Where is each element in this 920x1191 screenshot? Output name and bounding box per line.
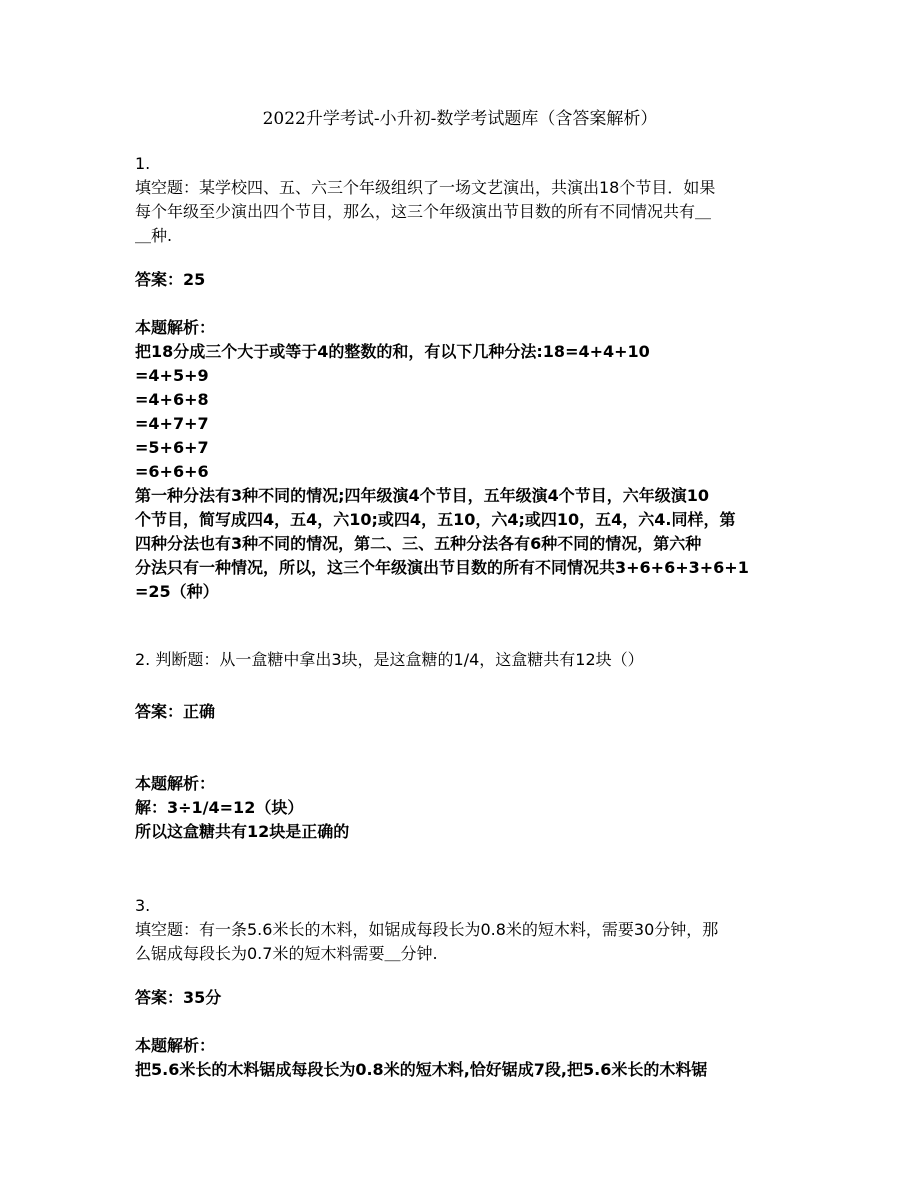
document-title: 2022升学考试-小升初-数学考试题库（含答案解析） <box>262 109 658 129</box>
question-3 <box>135 894 795 1082</box>
analysis-line: =4+6+8 <box>135 390 209 409</box>
analysis-line: =6+6+6 <box>135 462 209 481</box>
analysis-label: 本题解析： <box>135 774 216 793</box>
question-stem-line: 2. 判断题：从一盒糖中拿出3块，是这盒糖的1/4，这盒糖共有12块（） <box>135 650 644 669</box>
question-stem-line: 填空题：某学校四、五、六三个年级组织了一场文艺演出，共演出18个节目．如果 <box>135 178 716 197</box>
question-stem-line: 填空题：有一条5.6米长的木料，如锯成每段长为0.8米的短木料，需要30分钟，那 <box>135 920 719 939</box>
analysis-line: 第一种分法有3种不同的情况;四年级演4个节目，五年级演4个节目，六年级演10 <box>135 486 710 505</box>
analysis-line: 把18分成三个大于或等于4的整数的和，有以下几种分法:18=4+4+10 <box>135 342 650 361</box>
analysis-line: 解：3÷1/4=12（块） <box>135 798 304 817</box>
analysis-line: 四种分法也有3种不同的情况，第二、三、五种分法各有6种不同的情况，第六种 <box>135 534 702 553</box>
answer-text: 答案：25 <box>135 270 206 289</box>
question-stem-line: ＿种. <box>135 226 173 245</box>
answer-text: 答案：正确 <box>135 702 216 721</box>
analysis-line: 个节目，简写成四4，五4，六10;或四4，五10，六4;或四10，五4，六4.同样，第 <box>135 510 736 529</box>
analysis-line: 分法只有一种情况，所以，这三个年级演出节目数的所有不同情况共3+6+6+3+6+1 <box>135 558 749 577</box>
answer-text: 答案：35分 <box>135 988 222 1007</box>
document-body <box>135 152 795 1082</box>
analysis-line: 所以这盒糖共有12块是正确的 <box>135 822 350 841</box>
analysis-label: 本题解析： <box>135 1036 216 1055</box>
analysis-line: =4+7+7 <box>135 414 209 433</box>
question-stem-line: 么锯成每段长为0.7米的短木料需要＿分钟. <box>135 944 438 963</box>
analysis-line: =25（种） <box>135 582 219 601</box>
question-1 <box>135 152 795 604</box>
analysis-line: =5+6+7 <box>135 438 209 457</box>
analysis-label: 本题解析： <box>135 318 216 337</box>
question-2 <box>135 648 795 844</box>
analysis-line: =4+5+9 <box>135 366 209 385</box>
analysis-line: 把5.6米长的木料锯成每段长为0.8米的短木料,恰好锯成7段,把5.6米长的木料锯 <box>135 1060 708 1079</box>
question-stem-line: 每个年级至少演出四个节目，那么，这三个年级演出节目数的所有不同情况共有＿ <box>135 202 712 221</box>
question-number: 3. <box>135 896 151 915</box>
question-number: 1. <box>135 154 151 173</box>
